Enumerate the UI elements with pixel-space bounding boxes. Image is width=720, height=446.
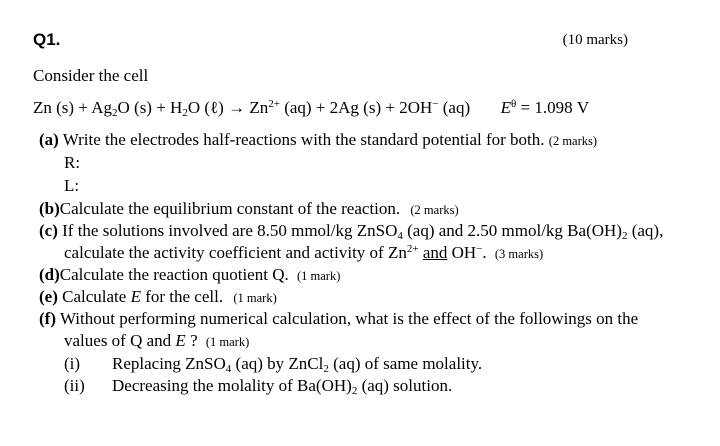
part-d-label: (d) (39, 265, 60, 284)
part-b-text: Calculate the equilibrium constant of the reaction. (59, 199, 401, 218)
reaction-text: O (s) + H (117, 98, 183, 117)
part-e-e: E (130, 287, 141, 306)
part-f-text: values of Q and (64, 331, 176, 350)
part-f-e: E (175, 331, 186, 350)
part-f-ii-sub: 2 (351, 385, 358, 397)
part-f-line1 (39, 309, 638, 329)
part-a-marks: (2 marks) (548, 134, 598, 148)
part-e (39, 287, 277, 307)
part-c-sup: − (476, 243, 483, 255)
standard-potential-symbol: E (500, 98, 511, 117)
part-c-sub: 4 (397, 230, 403, 242)
part-d-marks: (1 mark) (296, 269, 341, 283)
part-f-i (64, 354, 482, 374)
part-f-ii-text: (aq) solution. (357, 376, 453, 395)
reaction-text: (aq) + 2Ag (s) + 2OH (279, 98, 433, 117)
part-d-text: Calculate the reaction quotient Q. (59, 265, 289, 284)
part-a-r: R: (64, 153, 81, 172)
reaction-text: O (ℓ) (187, 98, 224, 117)
reaction-arrow: → (228, 98, 246, 117)
part-a (39, 130, 597, 150)
reaction-sub: 2 (112, 107, 118, 119)
part-e-text: Calculate (62, 287, 131, 306)
reaction-text: Zn (249, 98, 269, 117)
part-c-and: and (422, 243, 448, 262)
part-c-text: If the solutions involved are 8.50 mmol/kg ZnSO (62, 221, 398, 240)
standard-potential-value: = 1.098 V (516, 98, 590, 117)
cell-reaction (33, 98, 589, 118)
part-c-label: (c) (39, 221, 58, 240)
part-f-ii-text: Decreasing the molality of Ba(OH) (112, 376, 352, 395)
part-c-text: . (482, 243, 487, 262)
part-f-i-label: (i) (64, 354, 81, 373)
part-c-text: (aq) and 2.50 mmol/kg Ba(OH) (402, 221, 622, 240)
question-number: Q1. (33, 30, 61, 49)
part-b-label: (b) (39, 199, 60, 218)
part-c-marks: (3 marks) (494, 247, 544, 261)
part-c-line2 (64, 243, 543, 263)
question-marks: (10 marks) (562, 32, 628, 48)
part-f-line2 (64, 331, 249, 351)
reaction-text: (aq) (438, 98, 471, 117)
reaction-text: Zn (s) + Ag (33, 98, 112, 117)
part-c-sup: 2+ (406, 243, 419, 255)
part-e-label: (e) (39, 287, 58, 306)
part-d (39, 265, 340, 285)
part-c-sub: 2 (621, 230, 628, 242)
part-f-ii (64, 376, 452, 396)
part-f-label: (f) (39, 309, 56, 328)
part-b (39, 199, 459, 219)
part-a-label: (a) (39, 130, 59, 149)
part-f-i-sub: 4 (225, 363, 232, 375)
part-c-text: (aq), (627, 221, 664, 240)
part-f-i-sub: 2 (323, 363, 329, 375)
part-f-text: ? (185, 331, 198, 350)
part-c-text: calculate the activity coefficient and activity of Zn (64, 243, 407, 262)
part-f-i-text: (aq) by ZnCl (231, 354, 324, 373)
part-f-ii-label: (ii) (64, 376, 85, 395)
reaction-sub: 2 (182, 107, 188, 119)
part-a-text: Write the electrodes half-reactions with the standard potential for both. (62, 130, 545, 149)
intro-text: Consider the cell (33, 66, 149, 85)
reaction-sup: 2+ (268, 98, 280, 110)
part-f-i-text: (aq) of same molality. (328, 354, 483, 373)
part-a-l: L: (64, 176, 80, 195)
part-b-marks: (2 marks) (410, 203, 459, 217)
part-f-marks: (1 mark) (205, 335, 250, 349)
part-e-text: for the cell. (140, 287, 224, 306)
part-f-i-text: Replacing ZnSO (112, 354, 226, 373)
part-e-marks: (1 mark) (233, 291, 277, 305)
part-c-line1 (39, 221, 663, 241)
standard-potential-sup: θ (511, 98, 517, 110)
part-c-text: OH (447, 243, 477, 262)
reaction-sup: − (432, 98, 439, 110)
part-f-text: Without performing numerical calculation, what is the effect of the followings on the (59, 309, 639, 328)
